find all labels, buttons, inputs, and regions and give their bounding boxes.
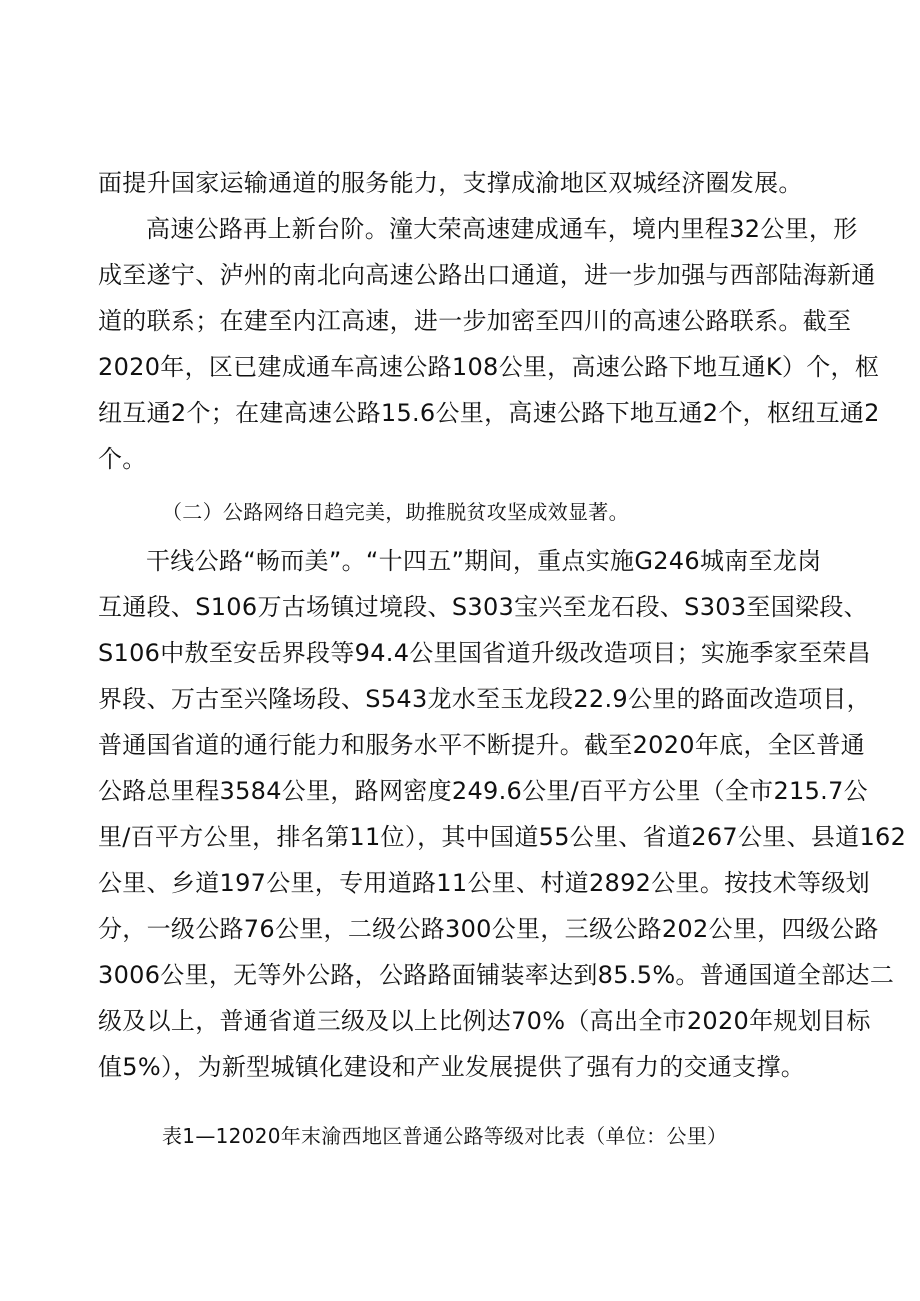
text-line: 互通段、S106万古场镇过境段、S303宝兴至龙石段、S303至国梁段、	[98, 593, 868, 621]
text-line: 道的联系；在建至内江高速，进一步加密至四川的高速公路联系。截至	[98, 307, 852, 335]
text-line: 普通国省道的通行能力和服务水平不断提升。截至2020年底，全区普通	[98, 731, 865, 759]
text-line: S106中敖至安岳界段等94.4公里国省道升级改造项目；实施季家至荣昌	[98, 639, 871, 667]
text-line: 公里、乡道197公里，专用道路11公里、村道2892公里。按技术等级划	[98, 869, 870, 897]
paragraph-expressway	[98, 206, 880, 482]
text-line: 个。	[98, 445, 147, 473]
text-line: 干线公路“畅而美”。“十四五”期间，重点实施G246城南至龙岗	[146, 547, 822, 575]
text-line: 纽互通2个；在建高速公路15.6公里，高速公路下地互通2个，枢纽互通2	[98, 399, 880, 427]
text-line: 成至遂宁、泸州的南北向高速公路出口通道，进一步加强与西部陆海新通	[98, 261, 876, 289]
text-line: 里/百平方公里，排名第11位），其中国道55公里、省道267公里、县道162	[98, 823, 907, 851]
text-line: 分，一级公路76公里，二级公路300公里，三级公路202公里，四级公路	[98, 915, 879, 943]
section-heading	[98, 492, 838, 532]
paragraph-trunk-roads	[98, 538, 907, 1090]
table-caption-text: 表1—12020年末渝西地区普通公路等级对比表（单位：公里）	[162, 1124, 728, 1148]
text-line: 公路总里程3584公里，路网密度249.6公里/百平方公里（全市215.7公	[98, 777, 868, 805]
text-line: 3006公里，无等外公路，公路路面铺装率达到85.5%。普通国道全部达二	[98, 961, 895, 989]
text-line: 级及以上，普通省道三级及以上比例达70%（高出全市2020年规划目标	[98, 1007, 871, 1035]
table-caption	[98, 1116, 838, 1156]
text-line: 面提升国家运输通道的服务能力，支撑成渝地区双城经济圈发展。	[98, 169, 803, 197]
text-line: 高速公路再上新台阶。潼大荣高速建成通车，境内里程32公里，形	[146, 215, 858, 243]
text-line: 2020年，区已建成通车高速公路108公里，高速公路下地互通K）个，枢	[98, 353, 880, 381]
text-line: 界段、万古至兴隆场段、S543龙水至玉龙段22.9公里的路面改造项目，	[98, 685, 871, 713]
paragraph-intro	[98, 160, 838, 206]
section-heading-text: （二）公路网络日趋完美，助推脱贫攻坚成效显著。	[162, 500, 629, 524]
text-line: 值5%），为新型城镇化建设和产业发展提供了强有力的交通支撑。	[98, 1053, 806, 1081]
